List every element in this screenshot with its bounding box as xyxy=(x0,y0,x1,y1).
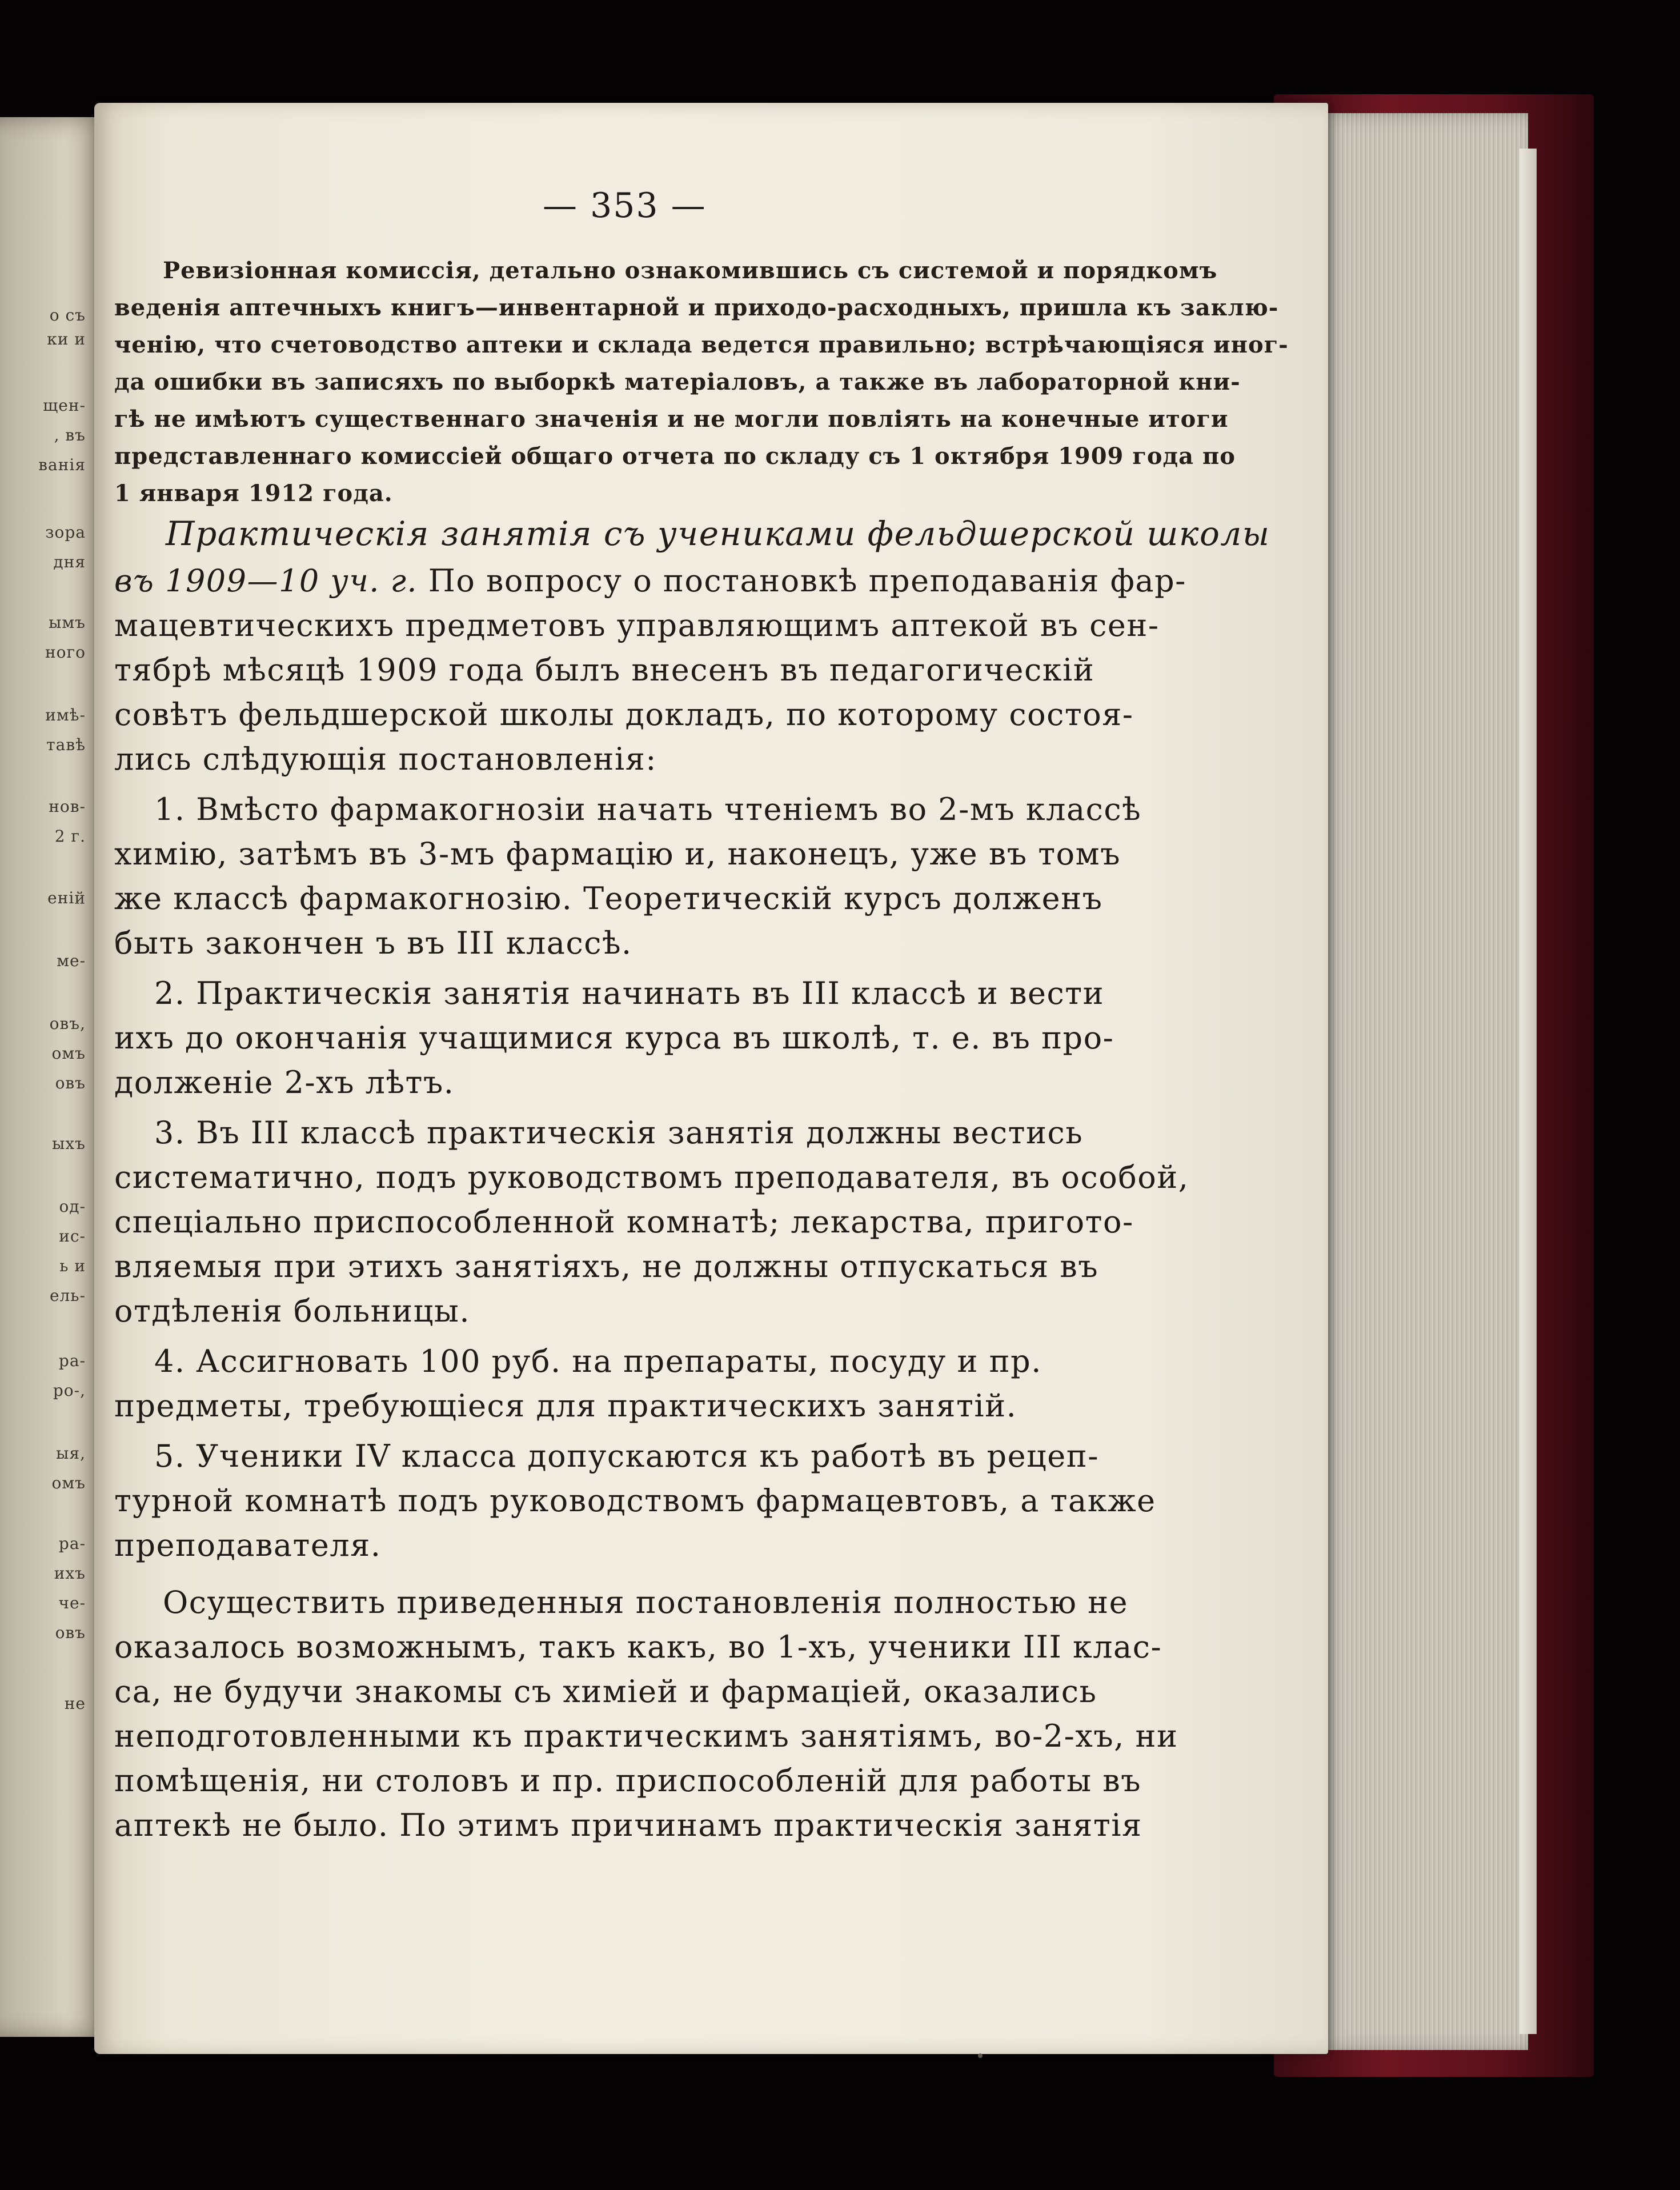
ink-dot xyxy=(978,2053,983,2058)
section-heading-year: въ 1909—10 уч. г. xyxy=(114,563,418,599)
page-number: — 353 — xyxy=(543,186,707,226)
left-page-fragment: ра- xyxy=(58,1351,86,1370)
resolution-line: быть закончен ъ въ III классѣ. xyxy=(114,925,632,961)
page-block-edges xyxy=(1317,113,1528,2050)
left-page-fragment: ель- xyxy=(49,1286,86,1305)
left-facing-page xyxy=(0,117,109,2037)
left-page-fragment: од- xyxy=(59,1197,86,1216)
left-page-fragment: тавѣ xyxy=(46,735,86,754)
text-line: гѣ не имѣютъ существеннаго значенія и не могли повліять на конечные итоги xyxy=(114,406,1229,433)
left-page-fragment: омъ xyxy=(51,1474,86,1492)
resolution-line: 5. Ученики IV класса допускаются къ работѣ въ рецеп- xyxy=(154,1438,1099,1474)
left-page-fragment: ихъ xyxy=(54,1564,86,1583)
left-page-fragment: не xyxy=(64,1694,86,1713)
section-heading-line2 xyxy=(114,563,1186,599)
resolution-line: 3. Въ III классѣ практическія занятія должны вестись xyxy=(154,1115,1084,1151)
left-page-fragment: ымъ xyxy=(49,613,86,632)
resolution-line: же классѣ фармакогнозію. Теоретическій курсъ долженъ xyxy=(114,880,1103,916)
resolution-line: долженіе 2-хъ лѣтъ. xyxy=(114,1064,455,1100)
text-line: Ревизіонная комиссія, детально ознакомившись съ системой и порядкомъ xyxy=(163,257,1218,284)
left-page-fragment: овъ xyxy=(55,1074,86,1092)
left-page-fragment: ки и xyxy=(47,330,86,349)
text-line: аптекѣ не было. По этимъ причинамъ практическія занятія xyxy=(114,1807,1142,1843)
section-intro-start: По вопросу о постановкѣ преподаванія фар- xyxy=(428,563,1186,599)
text-line: Осуществить приведенныя постановленія полностью не xyxy=(163,1584,1129,1620)
text-line: ченію, что счетоводство аптеки и склада ведется правильно; встрѣчающіяся иног- xyxy=(114,331,1289,358)
resolution-line: 4. Ассигновать 100 руб. на препараты, посуду и пр. xyxy=(154,1343,1042,1379)
resolution-line: отдѣленія больницы. xyxy=(114,1293,471,1329)
resolution-line: предметы, требующіеся для практическихъ занятій. xyxy=(114,1388,1017,1424)
left-page-fragment: , въ xyxy=(54,426,86,445)
text-line: лись слѣдующія постановленія: xyxy=(114,741,657,777)
section-heading: Практическія занятія съ учениками фельдшерской школы xyxy=(166,514,1270,553)
left-page-fragment: щен- xyxy=(43,396,86,415)
left-page-fragment: имѣ- xyxy=(45,706,86,724)
resolution-line: 1. Вмѣсто фармакогнозіи начать чтеніемъ во 2-мъ классѣ xyxy=(154,791,1142,827)
text-line: да ошибки въ записяхъ по выборкѣ матеріаловъ, а также въ лабораторной кни- xyxy=(114,369,1241,395)
left-page-fragment: 2 г. xyxy=(54,827,86,846)
left-page-fragment: ра- xyxy=(58,1534,86,1553)
left-page-fragment: дня xyxy=(53,552,86,571)
resolution-line: преподавателя. xyxy=(114,1527,382,1563)
text-line: оказалось возможнымъ, такъ какъ, во 1-хъ, ученики III клас- xyxy=(114,1629,1162,1665)
left-page-fragment: ного xyxy=(45,643,86,662)
resolution-line: спеціально приспособленной комнатѣ; лекарства, пригото- xyxy=(114,1204,1134,1240)
left-page-fragment: овъ xyxy=(55,1623,86,1642)
text-line: мацевтическихъ предметовъ управляющимъ аптекой въ сен- xyxy=(114,607,1160,643)
text-line: тябрѣ мѣсяцѣ 1909 года былъ внесенъ въ педагогическій xyxy=(114,652,1095,688)
left-page-fragment: ь и xyxy=(59,1256,86,1275)
left-page-fragment: нов- xyxy=(49,797,86,816)
text-line: помѣщенія, ни столовъ и пр. приспособленій для работы въ xyxy=(114,1763,1142,1799)
left-page-fragment: омъ xyxy=(51,1044,86,1063)
left-page-fragment: ро-, xyxy=(53,1381,86,1400)
resolution-line: химію, затѣмъ въ 3-мъ фармацію и, наконецъ, уже въ томъ xyxy=(114,836,1121,872)
left-page-fragment: овъ, xyxy=(49,1014,86,1033)
resolution-line: ихъ до окончанія учащимися курса въ школѣ, т. е. въ про- xyxy=(114,1020,1114,1056)
left-page-fragment: ис- xyxy=(59,1227,86,1246)
left-page-fragment: ыя, xyxy=(56,1444,86,1463)
resolution-line: турной комнатѣ подъ руководствомъ фармацевтовъ, а также xyxy=(114,1483,1156,1519)
text-line: са, не будучи знакомы съ химіей и фармаціей, оказались xyxy=(114,1673,1097,1709)
text-line: совѣтъ фельдшерской школы докладъ, по которому состоя- xyxy=(114,696,1134,732)
left-page-fragment: зора xyxy=(45,523,86,542)
resolution-line: вляемыя при этихъ занятіяхъ, не должны отпускаться въ xyxy=(114,1248,1099,1284)
text-line: веденія аптечныхъ книгъ—инвентарной и приходо-расходныхъ, пришла къ заклю- xyxy=(114,294,1279,321)
left-page-fragment: еній xyxy=(47,888,86,907)
left-page-fragment: ванія xyxy=(38,455,86,474)
text-line: неподготовленными къ практическимъ занятіямъ, во-2-хъ, ни xyxy=(114,1718,1178,1754)
left-page-fragment: о съ xyxy=(49,306,86,325)
resolution-line: систематично, подъ руководствомъ преподавателя, въ особой, xyxy=(114,1159,1189,1195)
resolution-line: 2. Практическія занятія начинать въ III классѣ и вести xyxy=(154,975,1105,1011)
text-line: 1 января 1912 года. xyxy=(114,480,393,507)
text-line: представленнаго комиссіей общаго отчета по складу съ 1 октября 1909 года по xyxy=(114,443,1236,470)
left-page-fragment: че- xyxy=(58,1594,86,1612)
page-edge-highlight xyxy=(1519,149,1537,2034)
left-page-fragment: ме- xyxy=(57,951,86,970)
left-page-fragment: ыхъ xyxy=(52,1134,86,1153)
